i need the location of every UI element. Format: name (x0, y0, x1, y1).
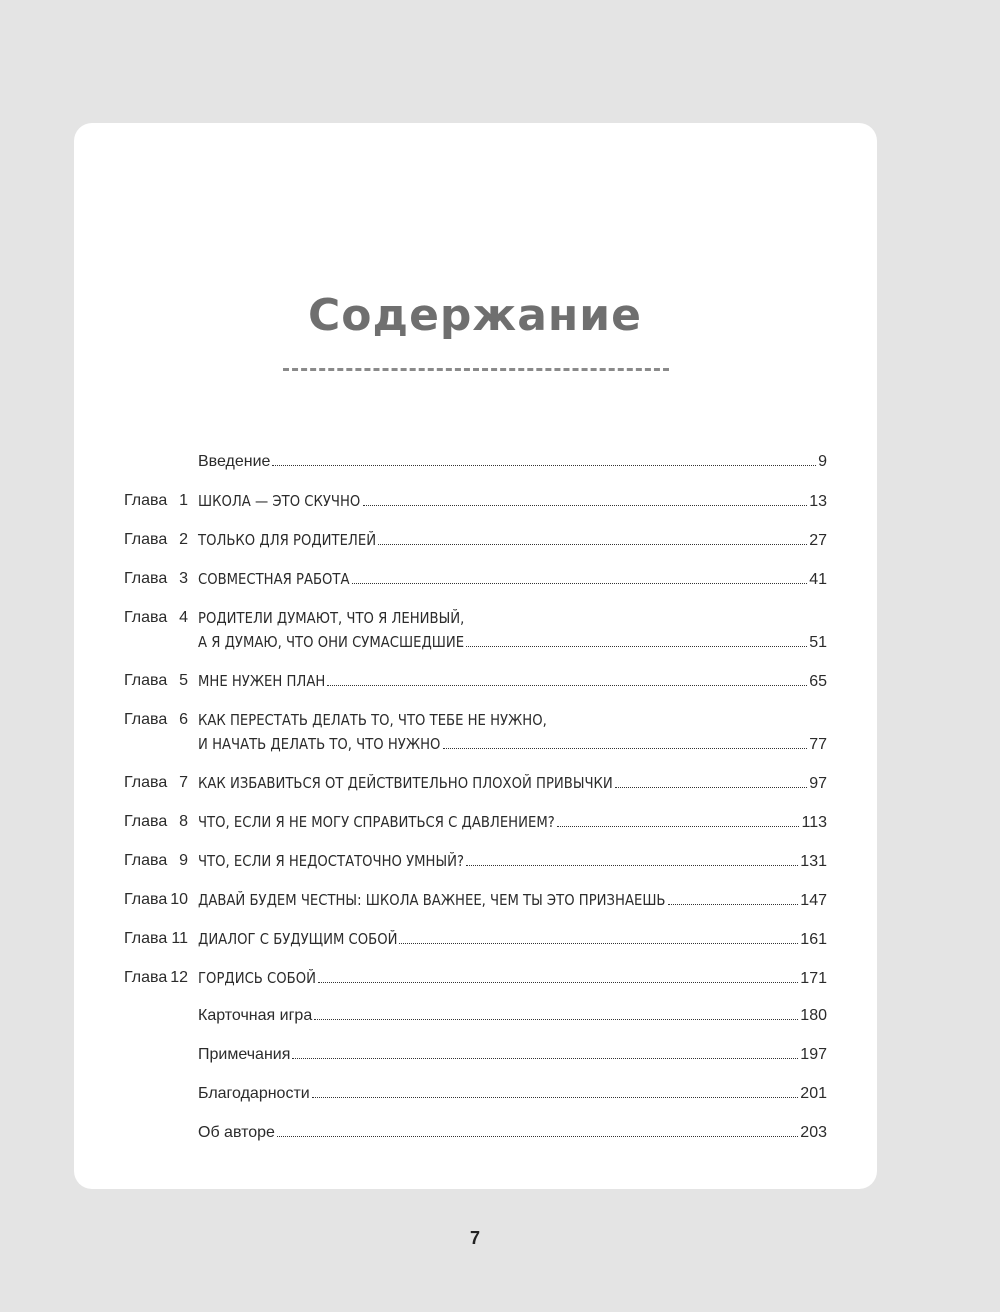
entry-line (198, 450, 827, 474)
dot-leader (314, 1018, 798, 1020)
entry-title: РОДИТЕЛИ ДУМАЮТ, ЧТО Я ЛЕНИВЫЙ, (198, 609, 465, 627)
entry-title: МНЕ НУЖЕН ПЛАН (198, 672, 326, 690)
page-ref: 77 (809, 736, 827, 753)
entry-title: Введение (198, 453, 271, 470)
dot-leader (277, 1135, 798, 1137)
entry-title: ТОЛЬКО ДЛЯ РОДИТЕЛЕЙ (198, 531, 377, 549)
page-ref: 51 (809, 634, 827, 651)
toc-entry[interactable] (124, 927, 827, 951)
dot-leader (272, 464, 816, 466)
toc-entry[interactable] (124, 606, 827, 654)
chapter-number: 10 (170, 891, 188, 908)
chapter-word: Глава (124, 531, 168, 548)
chapter-number: 3 (179, 570, 188, 587)
toc-entry[interactable] (124, 567, 827, 591)
chapter-word: Глава (124, 711, 168, 728)
toc-entry[interactable] (124, 669, 827, 693)
chapter-word: Глава (124, 774, 168, 791)
chapter-word: Глава (124, 930, 168, 947)
dot-leader (363, 504, 807, 506)
page-ref: 65 (809, 673, 827, 690)
page-number: 7 (469, 1228, 480, 1248)
page-ref: 97 (809, 775, 827, 792)
entry-title: И НАЧАТЬ ДЕЛАТЬ ТО, ЧТО НУЖНО (198, 735, 441, 753)
entry-line (198, 966, 827, 991)
dot-leader (668, 903, 799, 905)
toc-entry[interactable] (124, 489, 827, 513)
page-ref: 197 (800, 1046, 827, 1063)
chapter-number: 5 (179, 672, 188, 689)
dot-leader (443, 747, 807, 749)
entry-line (198, 771, 827, 796)
chapter-number: 9 (179, 852, 188, 869)
dot-leader (466, 645, 807, 647)
dot-leader (466, 864, 798, 866)
dot-leader (312, 1096, 799, 1098)
chapter-word: Глава (124, 813, 168, 830)
chapter-word: Глава (124, 672, 168, 689)
page-ref: 161 (800, 931, 827, 948)
toc-entry[interactable] (124, 1004, 827, 1028)
entry-line (198, 810, 827, 835)
dot-leader (352, 582, 807, 584)
toc-entry[interactable] (124, 1043, 827, 1067)
toc-entry[interactable] (124, 1082, 827, 1106)
toc-entry[interactable] (124, 888, 827, 912)
chapter-number: 12 (170, 969, 188, 986)
entry-line (198, 1043, 827, 1067)
entry-line (198, 1004, 827, 1028)
toc-entry[interactable] (124, 849, 827, 873)
entry-title: СОВМЕСТНАЯ РАБОТА (198, 570, 350, 588)
entry-title: А Я ДУМАЮ, ЧТО ОНИ СУМАСШЕДШИЕ (198, 633, 465, 651)
chapter-number: 11 (171, 930, 188, 947)
entry-line (198, 567, 827, 592)
toc-entry[interactable] (124, 1121, 827, 1145)
chapter-word: Глава (124, 492, 168, 509)
entry-line (198, 849, 827, 874)
page-card (74, 123, 877, 1189)
toc-entry[interactable] (124, 810, 827, 834)
page-ref: 180 (800, 1007, 827, 1024)
toc-entry[interactable] (124, 771, 827, 795)
chapter-word: Глава (124, 891, 168, 908)
entry-title: Примечания (198, 1046, 291, 1063)
entry-title: КАК ИЗБАВИТЬСЯ ОТ ДЕЙСТВИТЕЛЬНО ПЛОХОЙ ПРИВЫЧКИ (198, 774, 613, 792)
toc-entry[interactable] (124, 966, 827, 990)
entry-line (198, 489, 827, 514)
entry-title: Об авторе (198, 1124, 275, 1141)
chapter-word: Глава (124, 609, 168, 626)
entry-title: Благодарности (198, 1085, 310, 1102)
entry-line (198, 927, 827, 952)
dot-leader (399, 942, 798, 944)
entry-title: ШКОЛА — ЭТО СКУЧНО (198, 492, 361, 510)
page-ref: 41 (809, 571, 827, 588)
entry-line (198, 888, 827, 913)
page-ref: 131 (800, 853, 827, 870)
entry-title: ДИАЛОГ С БУДУЩИМ СОБОЙ (198, 930, 398, 948)
toc-entry[interactable] (124, 528, 827, 552)
chapter-number: 2 (179, 531, 188, 548)
entry-line (198, 1121, 827, 1145)
chapter-number: 6 (179, 711, 188, 728)
dot-leader (378, 543, 807, 545)
page-ref: 27 (809, 532, 827, 549)
dot-leader (557, 825, 799, 827)
chapter-number: 7 (179, 774, 188, 791)
entry-line (198, 669, 827, 694)
entry-line (198, 528, 827, 553)
page-title: Содержание (308, 290, 642, 341)
chapter-number: 1 (179, 492, 188, 509)
chapter-word: Глава (124, 852, 168, 869)
entry-title: Карточная игра (198, 1007, 313, 1024)
entry-line (198, 606, 827, 630)
dot-leader (318, 981, 798, 983)
page-ref: 9 (818, 453, 827, 470)
entry-title: ГОРДИСЬ СОБОЙ (198, 969, 316, 987)
entry-title: КАК ПЕРЕСТАТЬ ДЕЛАТЬ ТО, ЧТО ТЕБЕ НЕ НУЖНО, (198, 711, 547, 729)
page-ref: 203 (800, 1124, 827, 1141)
dot-leader (292, 1057, 798, 1059)
entry-line (198, 1082, 827, 1106)
page-ref: 13 (809, 493, 827, 510)
dot-leader (615, 786, 807, 788)
dot-leader (327, 684, 807, 686)
title-divider (283, 368, 669, 371)
toc-entry[interactable] (124, 450, 827, 474)
toc-entry[interactable] (124, 708, 827, 756)
page-ref: 171 (800, 970, 827, 987)
chapter-word: Глава (124, 969, 168, 986)
page-ref: 113 (801, 814, 827, 831)
entry-line (198, 708, 827, 732)
chapter-number: 4 (179, 609, 188, 626)
entry-title: ЧТО, ЕСЛИ Я НЕ МОГУ СПРАВИТЬСЯ С ДАВЛЕНИЕМ? (198, 813, 555, 831)
entry-line (198, 732, 827, 757)
chapter-number: 8 (179, 813, 188, 830)
chapter-word: Глава (124, 570, 168, 587)
page-ref: 201 (800, 1085, 827, 1102)
page-ref: 147 (800, 892, 827, 909)
entry-line (198, 630, 827, 655)
entry-title: ДАВАЙ БУДЕМ ЧЕСТНЫ: ШКОЛА ВАЖНЕЕ, ЧЕМ ТЫ ЭТО ПРИЗНАЕШЬ (198, 891, 666, 909)
entry-title: ЧТО, ЕСЛИ Я НЕДОСТАТОЧНО УМНЫЙ? (198, 852, 464, 870)
